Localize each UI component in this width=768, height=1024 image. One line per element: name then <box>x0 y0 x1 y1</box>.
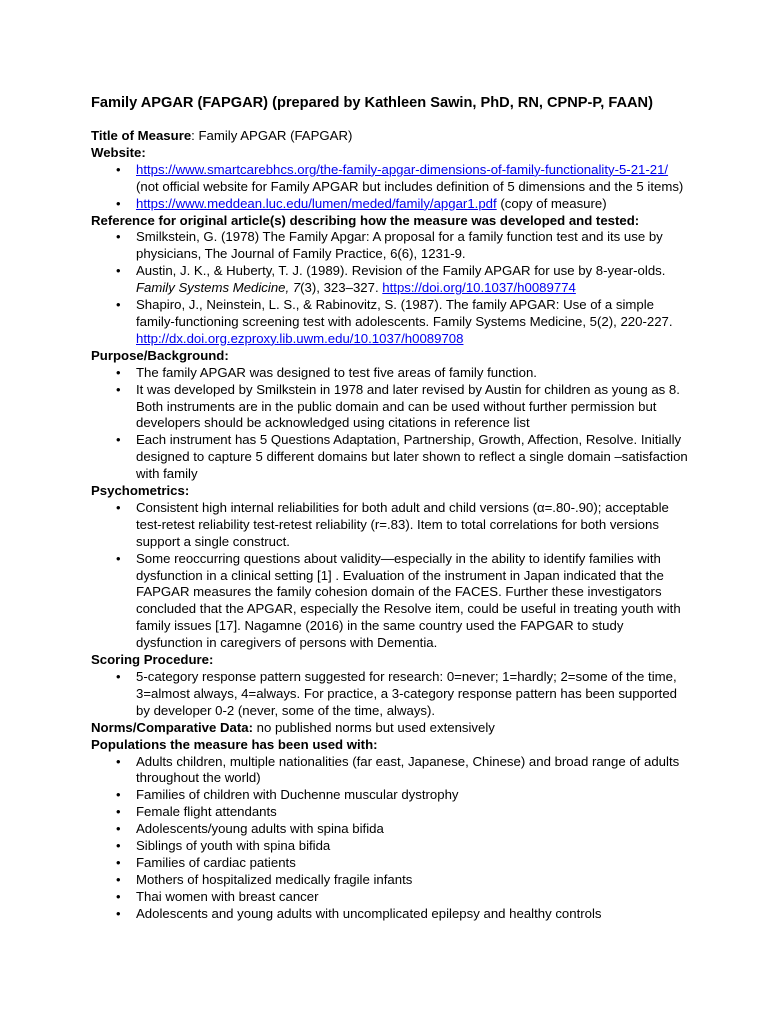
list-item <box>91 787 691 804</box>
population-item: Thai women with breast cancer <box>136 888 319 904</box>
bullet-icon: • <box>116 753 121 769</box>
list-item <box>91 500 691 551</box>
bullet-icon: • <box>116 161 121 177</box>
list-item <box>91 382 691 433</box>
website-link-1[interactable]: https://www.smartcarebhcs.org/the-family-apgar-dimensions-of-family-functionality-5-21-21/ <box>136 161 669 177</box>
document-page <box>91 94 691 923</box>
bullet-icon: • <box>116 381 121 397</box>
purpose-heading: Purpose/Background: <box>91 347 229 363</box>
bullet-icon: • <box>116 854 121 870</box>
psychometrics-list <box>91 500 691 652</box>
reference-3-text: Shapiro, J., Neinstein, L. S., & Rabinovitz, S. (1987). The family APGAR: Use of a simple family-functioning screening test with adolescents. Family Systems Medicine, 5(2), 220-227. <box>136 297 673 329</box>
bullet-icon: • <box>116 838 121 854</box>
website-note-1: (not official website for Family APGAR but includes definition of 5 dimensions and the 5 items) <box>136 178 684 194</box>
reference-2-text: Austin, J. K., & Huberty, T. J. (1989). Revision of the Family APGAR for use by 8-year-olds. <box>136 263 666 279</box>
list-item <box>91 551 691 652</box>
list-item <box>91 838 691 855</box>
website-list <box>91 162 691 213</box>
bullet-icon: • <box>116 499 121 515</box>
list-item <box>91 229 691 263</box>
list-item <box>91 297 691 348</box>
bullet-icon: • <box>116 669 121 684</box>
list-item <box>91 432 691 483</box>
bullet-icon: • <box>116 263 121 279</box>
list-item <box>91 855 691 872</box>
reference-2-journal: Family Systems Medicine, 7 <box>136 280 301 296</box>
purpose-item: Each instrument has 5 Questions Adaptation, Partnership, Growth, Affection, Resolve. Initially designed to capture 5 different domains but later shown to reflect a single domain –satisfaction with family <box>136 432 688 482</box>
bullet-icon: • <box>116 364 121 380</box>
scoring-heading: Scoring Procedure: <box>91 652 214 668</box>
bullet-icon: • <box>116 821 121 837</box>
population-item: Adults children, multiple nationalities (far east, Japanese, Chinese) and broad range of adults throughout the world) <box>136 753 680 786</box>
bullet-icon: • <box>116 871 121 887</box>
website-link-2[interactable]: https://www.meddean.luc.edu/lumen/meded/family/apgar1.pdf <box>136 195 497 211</box>
psychometrics-item: Consistent high internal reliabilities for both adult and child versions (α=.80-.90); acceptable test-retest reliability test-retest reliability (r=.83). Item to total correlations for both versions support a single construct. <box>136 499 669 549</box>
scoring-list <box>91 669 691 720</box>
populations-list <box>91 754 691 923</box>
list-item <box>91 162 691 196</box>
website-note-2: (copy of measure) <box>496 195 607 211</box>
purpose-item: The family APGAR was designed to test five areas of family function. <box>136 364 537 380</box>
bullet-icon: • <box>116 804 121 820</box>
scoring-item: 5-category response pattern suggested for research: 0=never; 1=hardly; 2=some of the time, 3=almost always, 4=always. For practice, a 3-category response pattern has been supported by developer 0-2 (never, some of the time, always). <box>136 669 677 718</box>
website-heading: Website: <box>91 144 146 160</box>
population-item: Female flight attendants <box>136 804 277 820</box>
reference-2-doi-link[interactable]: https://doi.org/10.1037/h0089774 <box>382 280 576 296</box>
list-item <box>91 754 691 788</box>
norms-line <box>91 720 691 737</box>
list-item <box>91 263 691 297</box>
list-item <box>91 365 691 382</box>
norms-label: Norms/Comparative Data: <box>91 719 253 735</box>
list-item <box>91 906 691 923</box>
population-item: Families of cardiac patients <box>136 854 296 870</box>
purpose-item: It was developed by Smilkstein in 1978 and later revised by Austin for children as young as 8. Both instruments are in the public domain and can be used without further permission but developers should be acknowledged using citations in reference list <box>136 381 680 431</box>
measure-line <box>91 128 691 145</box>
bullet-icon: • <box>116 550 121 566</box>
population-item: Adolescents and young adults with uncomplicated epilepsy and healthy controls <box>136 905 602 921</box>
bullet-icon: • <box>116 888 121 904</box>
bullet-icon: • <box>116 905 121 921</box>
list-item <box>91 669 691 720</box>
reference-heading: Reference for original article(s) describing how the measure was developed and tested: <box>91 212 640 228</box>
bullet-icon: • <box>116 787 121 803</box>
psychometrics-item: Some reoccurring questions about validity—especially in the ability to identify families with dysfunction in a clinical setting [1] . Evaluation of the instrument in Japan indicated that the FAPGAR measures the family cohesion domain of the FACES. Further these investigators concluded that the APGAR, especially the Resolve item, could be useful in treating youth with family issues [17]. Nagamne (2016) in the same country used the FAPGAR to study dysfunction in caregivers of persons with Dementia. <box>136 550 681 651</box>
reference-list <box>91 229 691 347</box>
bullet-icon: • <box>116 297 121 313</box>
norms-value: no published norms but used extensively <box>252 719 495 735</box>
list-item <box>91 804 691 821</box>
populations-heading: Populations the measure has been used with: <box>91 736 378 752</box>
bullet-icon: • <box>116 432 121 448</box>
bullet-icon: • <box>116 229 121 245</box>
list-item <box>91 196 691 213</box>
list-item <box>91 872 691 889</box>
list-item <box>91 889 691 906</box>
list-item <box>91 821 691 838</box>
measure-label: Title of Measure <box>91 128 192 143</box>
population-item: Families of children with Duchenne muscular dystrophy <box>136 787 459 803</box>
document-title: Family APGAR (FAPGAR) (prepared by Kathleen Sawin, PhD, RN, CPNP-P, FAAN) <box>91 95 653 111</box>
reference-2-issue: (3), 323–327. <box>300 280 383 296</box>
bullet-icon: • <box>116 195 121 211</box>
psychometrics-heading: Psychometrics: <box>91 483 190 499</box>
measure-value: : Family APGAR (FAPGAR) <box>191 128 353 143</box>
reference-3-doi-link[interactable]: http://dx.doi.org.ezproxy.lib.uwm.edu/10.1037/h0089708 <box>136 330 464 346</box>
purpose-list <box>91 365 691 483</box>
population-item: Siblings of youth with spina bifida <box>136 838 331 854</box>
reference-1: Smilkstein, G. (1978) The Family Apgar: A proposal for a family function test and its use by physicians, The Journal of Family Practice, 6(6), 1231-9. <box>136 229 663 262</box>
population-item: Adolescents/young adults with spina bifida <box>136 821 384 837</box>
population-item: Mothers of hospitalized medically fragile infants <box>136 871 413 887</box>
